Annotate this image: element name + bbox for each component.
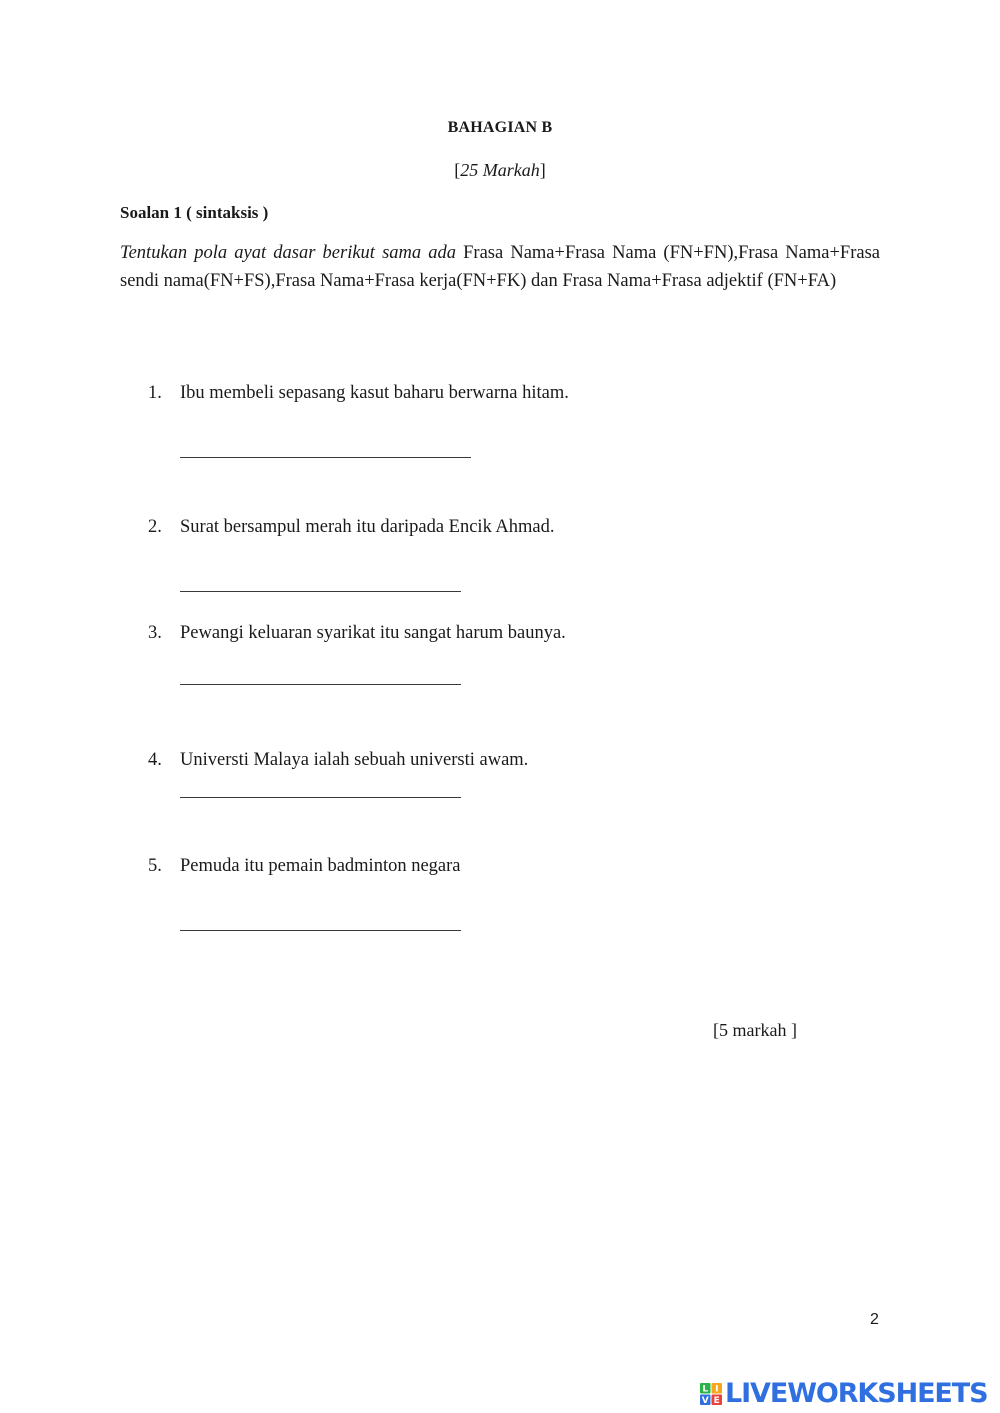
answer-line-2[interactable] bbox=[180, 591, 461, 592]
question-item-text: Pewangi keluaran syarikat itu sangat harum baunya. bbox=[180, 623, 566, 643]
page-number: 2 bbox=[870, 1311, 879, 1328]
svg-text:I: I bbox=[715, 1384, 719, 1395]
liveworksheets-brand[interactable] bbox=[699, 1378, 988, 1409]
question-marks: [5 markah ] bbox=[713, 1020, 797, 1040]
question-item-text: Surat bersampul merah itu daripada Encik Ahmad. bbox=[180, 517, 555, 537]
question-item-number: 5. bbox=[148, 856, 162, 876]
question-item-number: 2. bbox=[148, 517, 162, 537]
question-title: Soalan 1 ( sintaksis ) bbox=[120, 203, 269, 222]
marks-bracket-close: ] bbox=[539, 160, 546, 180]
question-item-text: Universti Malaya ialah sebuah universti awam. bbox=[180, 750, 529, 770]
marks-value: 25 Markah bbox=[460, 160, 540, 180]
answer-line-4[interactable] bbox=[180, 797, 461, 798]
svg-text:V: V bbox=[701, 1396, 709, 1406]
answer-line-1[interactable] bbox=[180, 457, 471, 458]
liveworksheets-logo-icon bbox=[699, 1382, 723, 1406]
question-item-text: Pemuda itu pemain badminton negara bbox=[180, 856, 461, 876]
section-total-marks bbox=[0, 160, 1000, 181]
question-item-number: 4. bbox=[148, 750, 162, 770]
marks-bracket-open: [ bbox=[454, 160, 461, 180]
question-item-number: 3. bbox=[148, 623, 162, 643]
brand-name: LIVEWORKSHEETS bbox=[725, 1378, 988, 1409]
svg-text:E: E bbox=[713, 1396, 720, 1406]
instruction-normal: Frasa Nama+Frasa Nama (FN+FN),Frasa Nama+Frasa sendi nama(FN+FS),Frasa Nama+Frasa kerja(FN+FK) dan Frasa Nama+Frasa adjektif (FN+FA) bbox=[120, 243, 880, 291]
answer-line-5[interactable] bbox=[180, 930, 461, 931]
section-title: BAHAGIAN B bbox=[447, 119, 553, 136]
question-item-text: Ibu membeli sepasang kasut baharu berwarna hitam. bbox=[180, 383, 569, 403]
answer-line-3[interactable] bbox=[180, 684, 461, 685]
instruction-italic: Tentukan pola ayat dasar berikut sama ada bbox=[120, 243, 457, 263]
question-item-number: 1. bbox=[148, 383, 162, 403]
svg-text:L: L bbox=[702, 1384, 709, 1395]
question-instruction bbox=[120, 240, 880, 295]
